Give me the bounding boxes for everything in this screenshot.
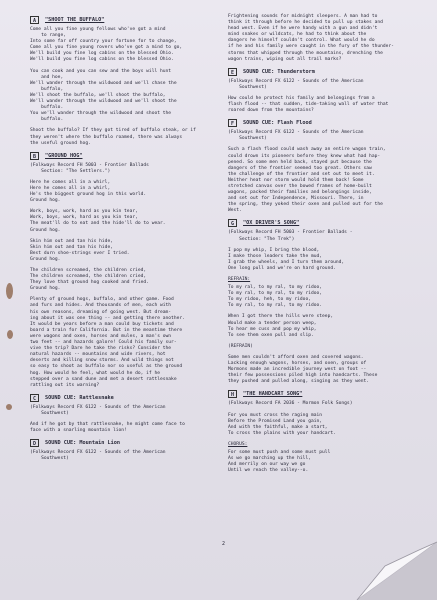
stain-mark — [6, 404, 12, 410]
narration-text: Plenty of ground hogs, buffalo, and other game. Food and furs and hides. And thousands of men, each with his own reasons, dreaming of going west. But dream- ing about it was one thing -- and getting there another. It would be years before a man could buy tickets and board a train for California. But in the meantime there were wagons and oxen, horses and mules, a man's own two feet -- and hazards galore! Could his family sur- vive the trip? Dare he take the risks? Consider the natural hazards -- mountains and wide rivers, hot deserts and killing snow storms. And wild things not so easy to shoot as buffalo nor so useful as the ground hog. How would he feel, what would he do, if he stepped over a sand dune and met a desert rattlesnake rattling out its warning? — [30, 297, 185, 388]
lyrics-verse: Work, boys, work, hard as you kin tear, Work, boys, work, hard as you kin tear, The meat'll do to eat and the hide'll do to wear. Ground hog. — [30, 209, 166, 233]
section-header — [228, 68, 424, 76]
source-reference: (Folkways Record FX 6122 - Sounds of the American Southwest) — [30, 450, 166, 462]
narration-text: And if he got by that rattlesnake, he might come face to face with a snarling mountain lion! — [30, 421, 185, 434]
section-title: "OX DRIVER'S SONG" — [243, 220, 300, 227]
lyrics-verse: Skin him out and tan his hide, Skin him out and tan his hide, Best durn shoe-strings ever I tried. Ground hog. — [30, 238, 130, 262]
section-title: "SHOOT THE BUFFALO" — [45, 16, 105, 23]
section-title: SOUND CUE: Flash Flood — [243, 120, 312, 127]
narration-text: Frightening sounds for midnight sleepers. A man had to think it through before he decided to pull up stakes and head west. Even if he were handy with a gun and didn't mind snakes or wildcats, he had to think about the dangers he himself couldn't control. What would he do if he and his family were caught in the fury of the thunder- storms that whipped through the mountains, drenching the wagon trains, wiping out all trail marks? — [228, 14, 394, 62]
source-reference: (Folkways Record FH 5003 - Frontier Ballads Section: "The Settlers.") — [30, 162, 149, 174]
section-header — [30, 152, 220, 160]
stain-mark — [6, 283, 13, 299]
section-title: SOUND CUE: Thunderstorm — [243, 68, 315, 75]
source-reference: (Folkways Record FH 5003 - Frontier Ballads - Section: "The Trek") — [228, 230, 353, 242]
section-title: "GROUND HOG" — [45, 152, 83, 159]
section-letter: E — [228, 68, 237, 76]
section-letter: B — [30, 152, 39, 160]
section-letter: D — [30, 439, 39, 447]
section-title: SOUND CUE: Mountain Lion — [45, 440, 120, 447]
source-reference: (Folkways Record FX 6122 - Sounds of the American Southwest) — [228, 78, 364, 90]
section-header — [30, 394, 220, 402]
refrain-marker: (REFRAIN) — [228, 343, 253, 349]
lyrics-chorus: For some must push and some must pull As we go marching up the hill, And merrily on our way we go Until we reach the valley--o. — [228, 449, 331, 474]
section-title: SOUND CUE: Rattlesnake — [45, 394, 114, 401]
narration-text: How could he protect his family and belongings from a flash flood -- that sudden, tide-taking wall of water that roared down from the mountains? — [228, 95, 389, 114]
section-letter: C — [30, 394, 39, 402]
lyrics-verse: You can cook and you can sew and the boys will hunt and hoe, We'll wander through the wildwood and we'll chase the buffalo, We'll shoot the buffalo, we'll shoot the buffalo, We'll wander through the wildwood and we'll shoot the buffalo. You we'll wander through the wildwood and shoot the buffalo. — [30, 68, 177, 123]
left-column — [30, 14, 220, 467]
section-header — [228, 119, 424, 127]
lyrics-verse: Here he comes all in a whirl, Here he comes all in a whirl, He's the biggest ground hog in this world. Ground hog. — [30, 179, 147, 204]
refrain-label: REFRAIN: — [228, 277, 251, 282]
page-number: 2 — [222, 541, 226, 547]
narration-text: Such a flash flood could wash away an entire wagon train, could drown its pioneers before they knew what had hap- pened. So some men held back, stayed put because the dangers of the frontier seemed too great. Others saw the challenge of the frontier and set out to meet it. Neither heat nor storm would hold them back! Some stretched canvas over the bowed frames of home-built wagons, packed their families and belongings inside, and set out for Independence, Missouri. There, in the spring, they yoked their oxen and pulled out for the West. — [228, 147, 386, 214]
chorus-label: CHORUS: — [228, 441, 248, 447]
narration-text: Some men couldn't afford oxen and covered wagons. Lacking enough wagons, horses, and oxen, groups of Mormons made an incredible journey west on foot -- their few possessions piled high into handcarts. These they pushed and pulled along, singing as they went. — [228, 354, 378, 385]
section-title: "THE HANDCART SONG" — [243, 391, 303, 398]
lyrics-verse: When I got there the hills were steep, Would make a tender person weep, To hear me cuss and pop my whip, To see them oxen pull and slip. — [228, 314, 334, 338]
section-letter: H — [228, 390, 237, 398]
source-reference: (Folkways Record FA 2036 - Mormon Folk Songs) — [228, 401, 353, 407]
section-header — [30, 16, 220, 24]
section-header — [30, 439, 220, 447]
narration-text: Shoot the buffalo? If they got tired of buffalo steak, or if they weren't where the buffalo roamed, there was always the useful ground hog. — [30, 128, 196, 146]
source-reference: (Folkways Record FX 6122 - Sounds of the American Southwest) — [228, 130, 364, 142]
section-letter: G — [228, 219, 237, 227]
lyrics-verse: The children screamed, the children cried, The children screamed, the children cried, They love that ground hog cooked and fried. Ground hog. — [30, 268, 149, 292]
lyrics-refrain: To my ral, to my ral, to my ridoo, To my ral, to my ral, to my ridoo, To my ridoo, heh, to my ridoo, To my ral, to my ral, to my ridoo. — [228, 285, 323, 309]
stain-mark — [7, 330, 13, 339]
source-reference: (Folkways Record FX 6122 - Sounds of the American Southwest) — [30, 404, 166, 416]
right-column — [228, 14, 424, 479]
lyrics-verse: Come all you fine young fellows who've got a mind to range, Into some far off country your fortune for to change, Come all you fine young rovers who've got a mind to go, We'll build you fine log cabins on the blessed Ohio. We'll build you fine log cabins on the blessed Ohio. — [30, 27, 183, 63]
section-letter: A — [30, 16, 39, 24]
lyrics-verse: For you must cross the raging main Before the Promised Land you gain, And with the faithful, make a start, To cross the plains with your handcart. — [228, 412, 336, 436]
page-curl — [327, 522, 437, 600]
lyrics-verse: I pop my whip, I bring the blood, I make those leaders take the mud, I grab the wheels, and I turn them around, One long pull and we're on hard ground. — [228, 247, 345, 271]
section-header — [228, 219, 424, 227]
section-letter: F — [228, 119, 237, 127]
section-header — [228, 390, 424, 398]
